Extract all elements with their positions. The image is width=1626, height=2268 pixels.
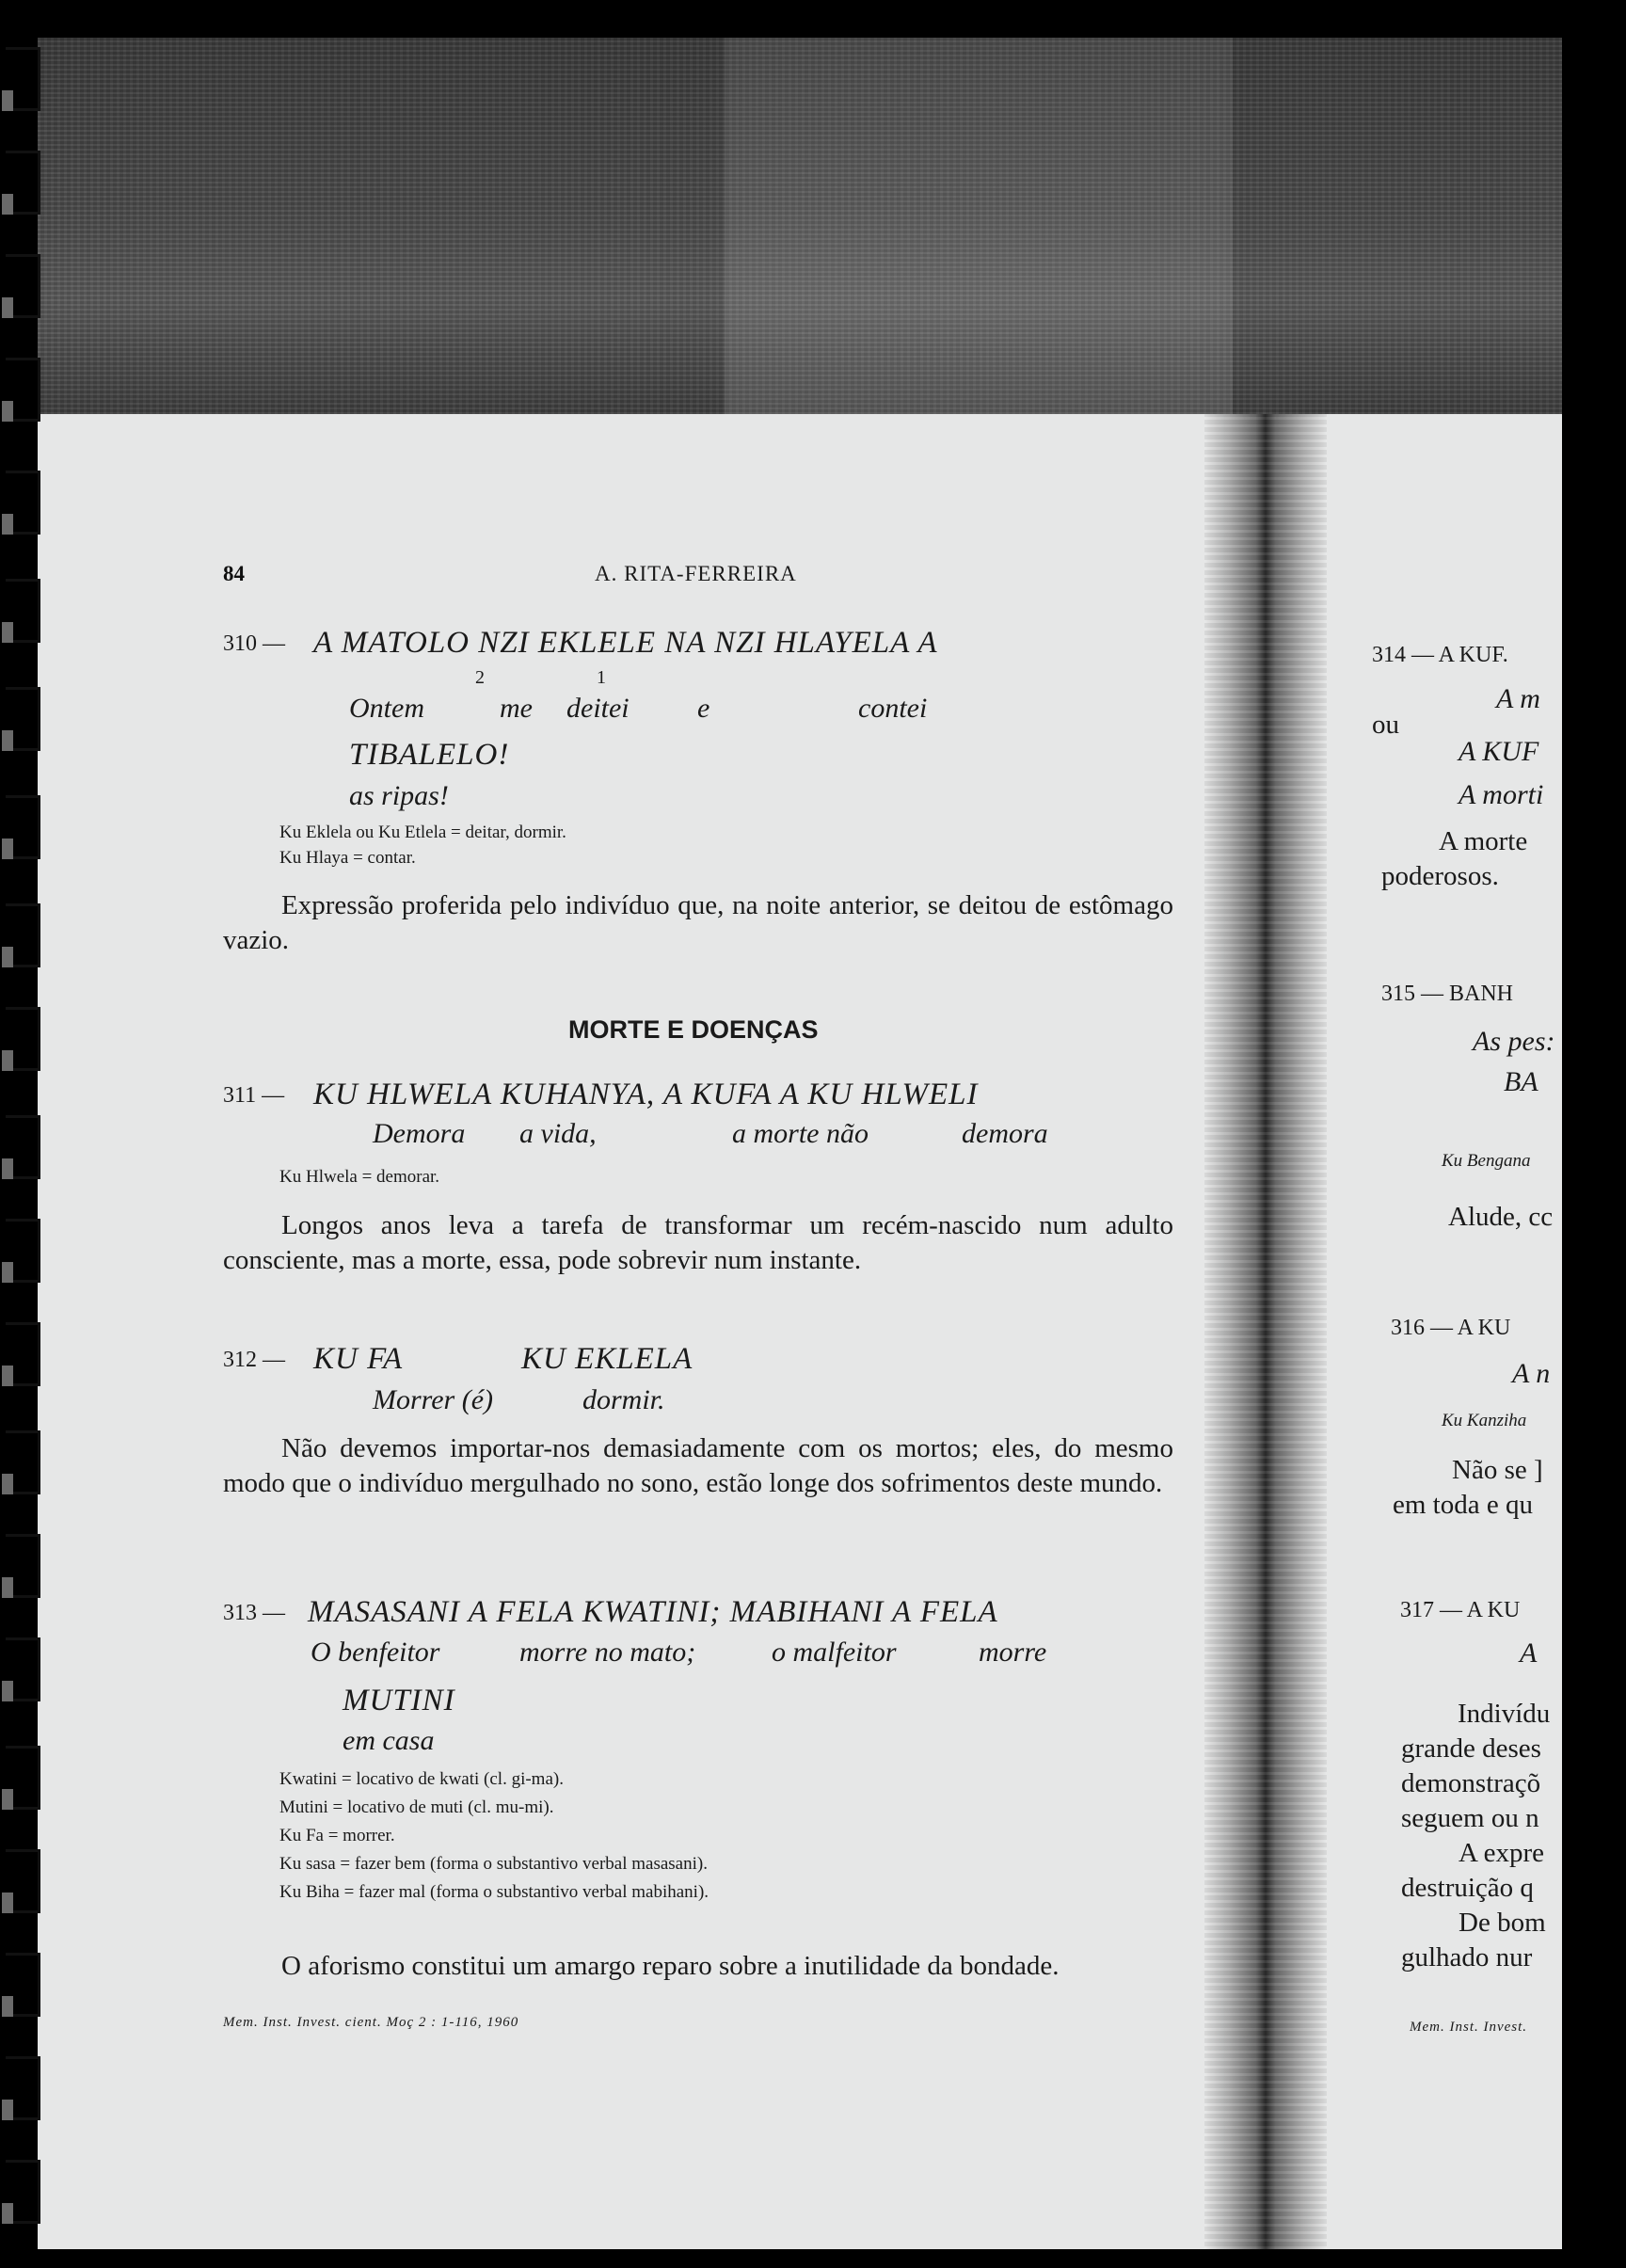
commentary: Não devemos importar-nos demasiadamente com os mortos; eles, do mesmo modo que o indivíduo mergulhado no sono, estão longe dos sofrimentos deste mundo. bbox=[223, 1433, 1173, 1498]
proverb-line: KU HLWELA KUHANYA, A KUFA A KU HLWELI bbox=[313, 1078, 979, 1111]
facing-line: A morte bbox=[1439, 826, 1528, 856]
facing-line: destruição q bbox=[1401, 1873, 1534, 1903]
proverb-line: A MATOLO NZI EKLELE NA NZI HLAYELA A bbox=[313, 626, 938, 660]
vocabulary-notes bbox=[279, 823, 566, 869]
facing-line: A bbox=[1520, 1637, 1538, 1669]
order-mark: 1 bbox=[597, 667, 606, 688]
entry-number: 313 — bbox=[223, 1601, 285, 1625]
note: Ku sasa = fazer bem (forma o substantivo verbal masasani). bbox=[279, 1854, 708, 1874]
facing-line: A m bbox=[1496, 683, 1540, 714]
binder-ring bbox=[6, 358, 40, 422]
facing-entry-heading: 314 — A KUF. bbox=[1372, 643, 1508, 667]
facing-line: grande deses bbox=[1401, 1733, 1541, 1764]
translation-word: dormir. bbox=[582, 1384, 665, 1415]
scan-shadow-band bbox=[38, 38, 1562, 414]
binder-ring bbox=[6, 795, 40, 859]
translation-word: O benfeitor bbox=[311, 1637, 440, 1668]
translation-word: morre no mato; bbox=[519, 1637, 696, 1668]
commentary: Longos anos leva a tarefa de transformar um recém-nascido num adulto consciente, mas a morte, essa, pode sobrevir num instante. bbox=[223, 1210, 1173, 1275]
proverb-line: MUTINI bbox=[343, 1684, 455, 1717]
running-title: A. RITA-FERREIRA bbox=[595, 562, 797, 585]
translation-word: deitei bbox=[566, 693, 630, 724]
vocabulary-notes bbox=[279, 1167, 439, 1188]
note: Ku Biha = fazer mal (forma o substantivo verbal mabihani). bbox=[279, 1882, 709, 1902]
note: Ku Eklela ou Ku Etlela = deitar, dormir. bbox=[279, 823, 566, 842]
binder-ring bbox=[6, 1534, 40, 1598]
entry-number: 310 — bbox=[223, 631, 285, 656]
proverb-line: TIBALELO! bbox=[349, 738, 510, 772]
facing-line: A morti bbox=[1459, 779, 1544, 810]
binder-ring bbox=[6, 903, 40, 967]
facing-note: Ku Bengana bbox=[1442, 1151, 1531, 1171]
binder-ring bbox=[6, 687, 40, 751]
page-number: 84 bbox=[223, 562, 245, 585]
binder-ring bbox=[6, 471, 40, 535]
translation-word: Morrer (é) bbox=[373, 1384, 494, 1415]
facing-line: poderosos. bbox=[1381, 861, 1499, 891]
binder-ring bbox=[6, 1637, 40, 1701]
note: Ku Hlaya = contar. bbox=[279, 848, 416, 868]
note: Mutini = locativo de muti (cl. mu-mi). bbox=[279, 1797, 554, 1817]
note: Kwatini = locativo de kwati (cl. gi-ma). bbox=[279, 1769, 564, 1789]
binder-ring bbox=[6, 1953, 40, 2017]
proverb-line: MASASANI A FELA KWATINI; MABIHANI A FELA bbox=[308, 1595, 998, 1629]
binder-rings bbox=[0, 38, 47, 2249]
commentary: Expressão proferida pelo indivíduo que, na noite anterior, se deitou de estômago vazio. bbox=[223, 890, 1173, 955]
binder-ring bbox=[6, 579, 40, 643]
facing-line: em toda e qu bbox=[1393, 1490, 1533, 1520]
facing-line: A n bbox=[1512, 1358, 1551, 1389]
translation-word: o malfeitor bbox=[772, 1637, 897, 1668]
facing-line: As pes: bbox=[1473, 1026, 1555, 1057]
translation-word: morre bbox=[979, 1637, 1047, 1668]
binder-ring bbox=[6, 1115, 40, 1179]
vocabulary-notes bbox=[279, 1769, 709, 1903]
binder-ring bbox=[6, 1322, 40, 1386]
facing-line: Não se ] bbox=[1452, 1455, 1543, 1485]
translation-word: Ontem bbox=[349, 693, 424, 724]
facing-line: gulhado nur bbox=[1401, 1942, 1533, 1973]
order-mark: 2 bbox=[475, 667, 485, 688]
proverb-line: KU EKLELA bbox=[521, 1342, 693, 1376]
binder-ring bbox=[6, 1746, 40, 1810]
note: Ku Fa = morrer. bbox=[279, 1826, 395, 1845]
translation-word: demora bbox=[962, 1118, 1048, 1149]
facing-line: De bom bbox=[1459, 1908, 1546, 1938]
binder-ring bbox=[6, 1007, 40, 1071]
binder-ring bbox=[6, 2160, 40, 2224]
book-gutter-shadow bbox=[1204, 414, 1327, 2249]
facing-line: seguem ou n bbox=[1401, 1803, 1539, 1833]
translation-word: contei bbox=[858, 693, 928, 724]
facing-entry-heading: 315 — BANH bbox=[1381, 982, 1514, 1006]
translation-word: Demora bbox=[373, 1118, 466, 1149]
facing-line: A KUF bbox=[1459, 736, 1539, 767]
translation-word: a vida, bbox=[519, 1118, 597, 1149]
proverb-line: KU FA bbox=[313, 1342, 404, 1376]
facing-note: Ku Kanziha bbox=[1442, 1411, 1527, 1430]
binder-ring bbox=[6, 1849, 40, 1913]
footer-citation: Mem. Inst. Invest. cient. Moç 2 : 1-116, 1960 bbox=[223, 2015, 519, 2030]
entry-number: 311 — bbox=[223, 1083, 285, 1108]
binder-ring bbox=[6, 254, 40, 318]
facing-line: demonstraçõ bbox=[1401, 1768, 1541, 1798]
binder-ring bbox=[6, 151, 40, 215]
commentary: O aforismo constitui um amargo reparo sobre a inutilidade da bondade. bbox=[281, 1951, 1060, 1981]
translation-word: me bbox=[500, 693, 533, 724]
scanned-sheet bbox=[38, 38, 1562, 2249]
facing-entry-heading: 316 — A KU bbox=[1391, 1316, 1511, 1340]
translation-line: as ripas! bbox=[349, 780, 449, 811]
binder-ring bbox=[6, 1219, 40, 1283]
translation-word: e bbox=[697, 693, 710, 724]
binder-ring bbox=[6, 47, 40, 111]
facing-entry-heading: 317 — A KU bbox=[1400, 1598, 1521, 1622]
translation-word: a morte não bbox=[732, 1118, 869, 1149]
facing-footer: Mem. Inst. Invest. bbox=[1410, 2020, 1528, 2035]
section-title: MORTE E DOENÇAS bbox=[568, 1015, 819, 1044]
entry-number: 312 — bbox=[223, 1348, 285, 1372]
facing-line: A expre bbox=[1459, 1838, 1544, 1868]
binder-ring bbox=[6, 1430, 40, 1494]
note: Ku Hlwela = demorar. bbox=[279, 1167, 440, 1187]
facing-line: Indivídu bbox=[1458, 1699, 1551, 1729]
binder-ring bbox=[6, 2056, 40, 2120]
facing-line: ou bbox=[1372, 710, 1399, 740]
facing-line: Alude, cc bbox=[1448, 1202, 1554, 1232]
translation-line: em casa bbox=[343, 1725, 435, 1756]
facing-line: BA bbox=[1504, 1066, 1538, 1097]
